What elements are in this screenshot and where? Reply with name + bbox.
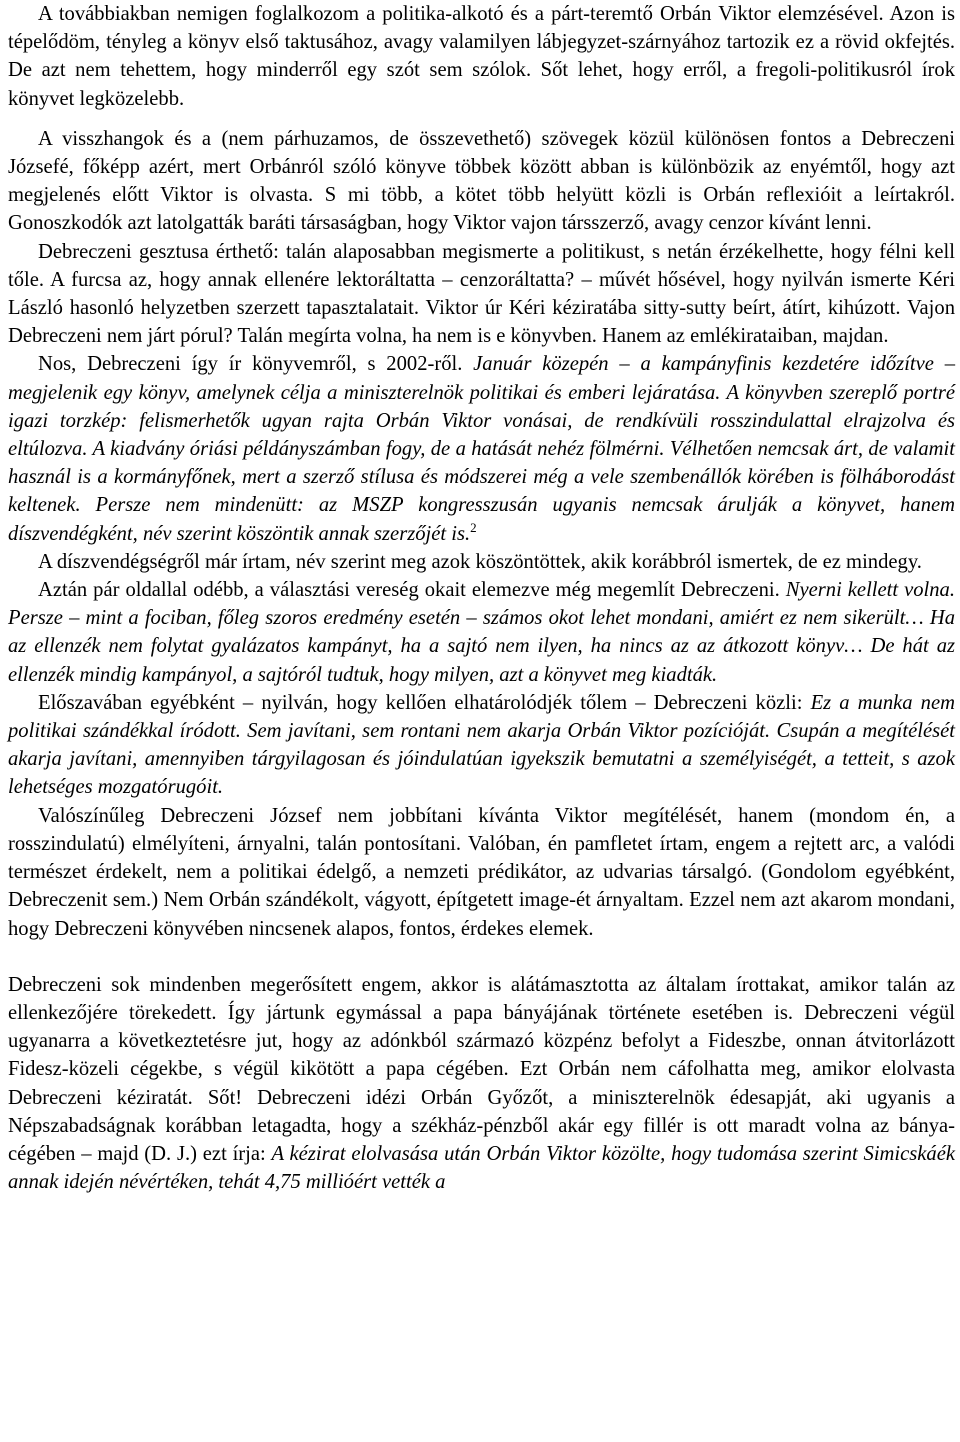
document-page: [8, 0, 955, 1196]
paragraph-6-quote: Nyerni kellett volna. Persze – mint a fociban, főleg szoros eredmény esetén – számos okot lehet mondani, amiért ez nem sikerült… Ha az ellenzék nem folytat gyalázatos kampányt, ha a sajtó nem ilyen, ha nincs az az átkozott könyv… De hát az ellenzék mindig kampányol, a sajtóról tudtuk, hogy milyen, azt a könyvet meg kiadták.: [8, 579, 955, 686]
paragraph-7-quote: Ez a munka nem politikai szándékkal íródott. Sem javítani, sem rontani nem akarja Orbán Viktor pozícióját. Csupán a megítélését akarja javítani, amennyiben tárgyilagosan és jóindulatúan igyekszik bemutatni a személyiségét, a tetteit, s azok lehetséges mozgatórugóit.: [8, 691, 955, 799]
paragraph-6-text: Aztán pár oldallal odébb, a választási vereség okait elemezve még megemlít Debreczeni.: [38, 579, 786, 602]
paragraph-3-text: Debreczeni gesztusa érthető: talán alaposabban megismerte a politikust, s netán érzékelhette, hogy félni kell tőle. A furcsa az, hogy annak ellenére lektoráltatta – cenzoráltatta? – művét hősével, hogy nyilván ismerte Kéri László hasonló helyzetben szerzett tapasztalatait. Viktor úr Kéri kéziratába sitty-sutty beírt, átírt, kihúzott. Vajon Debreczeni nem járt pórul? Talán megírta volna, ha nem is e könyvben. Hanem az emlékirataiban, majdan.: [8, 240, 955, 348]
paragraph-8: [8, 802, 955, 943]
paragraph-9-quote: A kézirat elolvasása után Orbán Viktor közölte, hogy tudomása szerint Simicskáék annak idején névértéken, tehát 4,75 millióért vették a: [8, 1142, 956, 1194]
paragraph-1: [8, 0, 955, 113]
paragraph-4: [8, 350, 955, 547]
paragraph-1-text: A továbbiakban nemigen foglalkozom a politika-alkotó és a párt-teremtő Orbán Viktor elemzésével. Azon is tépelődöm, tényleg a könyv első taktusához, avagy valamilyen lábjegyzet-szárnyához tartozik ez a rövid okfejtés. De azt nem tehettem, hogy minderről egy szót sem szólok. Sőt lehet, hogy erről, a fregoli-politikusról írok könyvet legközelebb.: [8, 3, 955, 110]
paragraph-4-quote: Január közepén – a kampányfinis kezdetére időzítve – megjelenik egy könyv, amelynek célja a miniszterelnök politikai és emberi lejáratása. A könyvben szereplő portré igazi torzkép: felismerhetők ugyan rajta Orbán Viktor vonásai, de rendkívüli rosszindulattal elrajzolva és eltúlozva. A kiadvány óriási példányszámban fogy, de a hatását nehéz fölmérni. Vélhetően nemcsak árt, de valamit használ is a kormányfőnek, mert a szerző stílusa és módszerei még a vele szembenállók körében is fölháborodást keltenek. Persze nem mindenütt: az MSZP kongresszusán ugyanis nemcsak árulják a könyvet, hanem díszvendégként, név szerint köszöntik annak szerzőjét is.: [8, 353, 955, 545]
paragraph-7: [8, 689, 955, 802]
paragraph-6: [8, 576, 955, 689]
paragraph-3: [8, 238, 955, 351]
footnote-marker[interactable]: 2: [470, 519, 477, 535]
paragraph-8-text: Valószínűleg Debreczeni József nem jobbítani kívánta Viktor megítélését, hanem (mondom én, a rosszindulatú) elmélyíteni, árnyalni, talán pontosítani. Valóban, én pamfletet írtam, engem a rejtett arc, a valódi természet érdekelt, nem a politikai édelgő, a nemzeti prédikátor, az udvarias társalgó. (Gondolom egyébként, Debreczenit sem.) Nem Orbán szándékolt, vágyott, építgetett image-ét árnyaltam. Ezzel nem azt akarom mondani, hogy Debreczeni könyvében nincsenek alapos, fontos, érdekes elemek.: [8, 804, 955, 940]
paragraph-5: [8, 548, 955, 576]
paragraph-2-text: A visszhangok és a (nem párhuzamos, de összevethető) szövegek közül különösen fontos a Debreczeni Józsefé, főképp azért, mert Orbánról szóló könyve többek között abban is különbözik az enyémtől, hogy azt megjelenés előtt Viktor is olvasta. S mi több, a kötet több helyütt közli is Orbán reflexióit a leírtakról. Gonoszkodók azt latolgatták baráti társaságban, hogy Viktor vajon társszerző, avagy cenzor kívánt lenni.: [8, 127, 955, 235]
paragraph-4-text: Nos, Debreczeni így ír könyvemről, s 2002-ről.: [38, 353, 474, 376]
paragraph-9: [8, 971, 955, 1197]
paragraph-9-text: Debreczeni sok mindenben megerősített engem, akkor is alátámasztotta az általam írottakat, amikor talán az ellenkezőjére törekedett. Így jártunk egymással a papa bányájának története esetében is. Debreczeni végül ugyanarra a következtetésre jut, hogy az adónkból származó közpénz befolyt a Fideszbe, onnan átvitorlázott Fidesz-közeli cégekbe, s végül kikötött a papa cégében. Ezt Orbán nem cáfolhatta meg, amikor elolvasta Debreczeni kéziratát. Sőt! Debreczeni idézi Orbán Győzőt, a miniszterelnök édesapját, aki ugyanis a Népszabadságnak korábban letagadta, hogy a székház-pénzből akár egy fillér is ott maradt volna az bánya-cégében – majd (D. J.) ezt írja:: [8, 973, 955, 1165]
paragraph-2: [8, 125, 955, 238]
paragraph-7-text: Előszavában egyébként – nyilván, hogy kellően elhatárolódjék tőlem – Debreczeni közli:: [38, 691, 811, 714]
paragraph-5-text: A díszvendégségről már írtam, név szerint meg azok köszöntöttek, akik korábbról ismertek, de ez mindegy.: [38, 550, 922, 573]
